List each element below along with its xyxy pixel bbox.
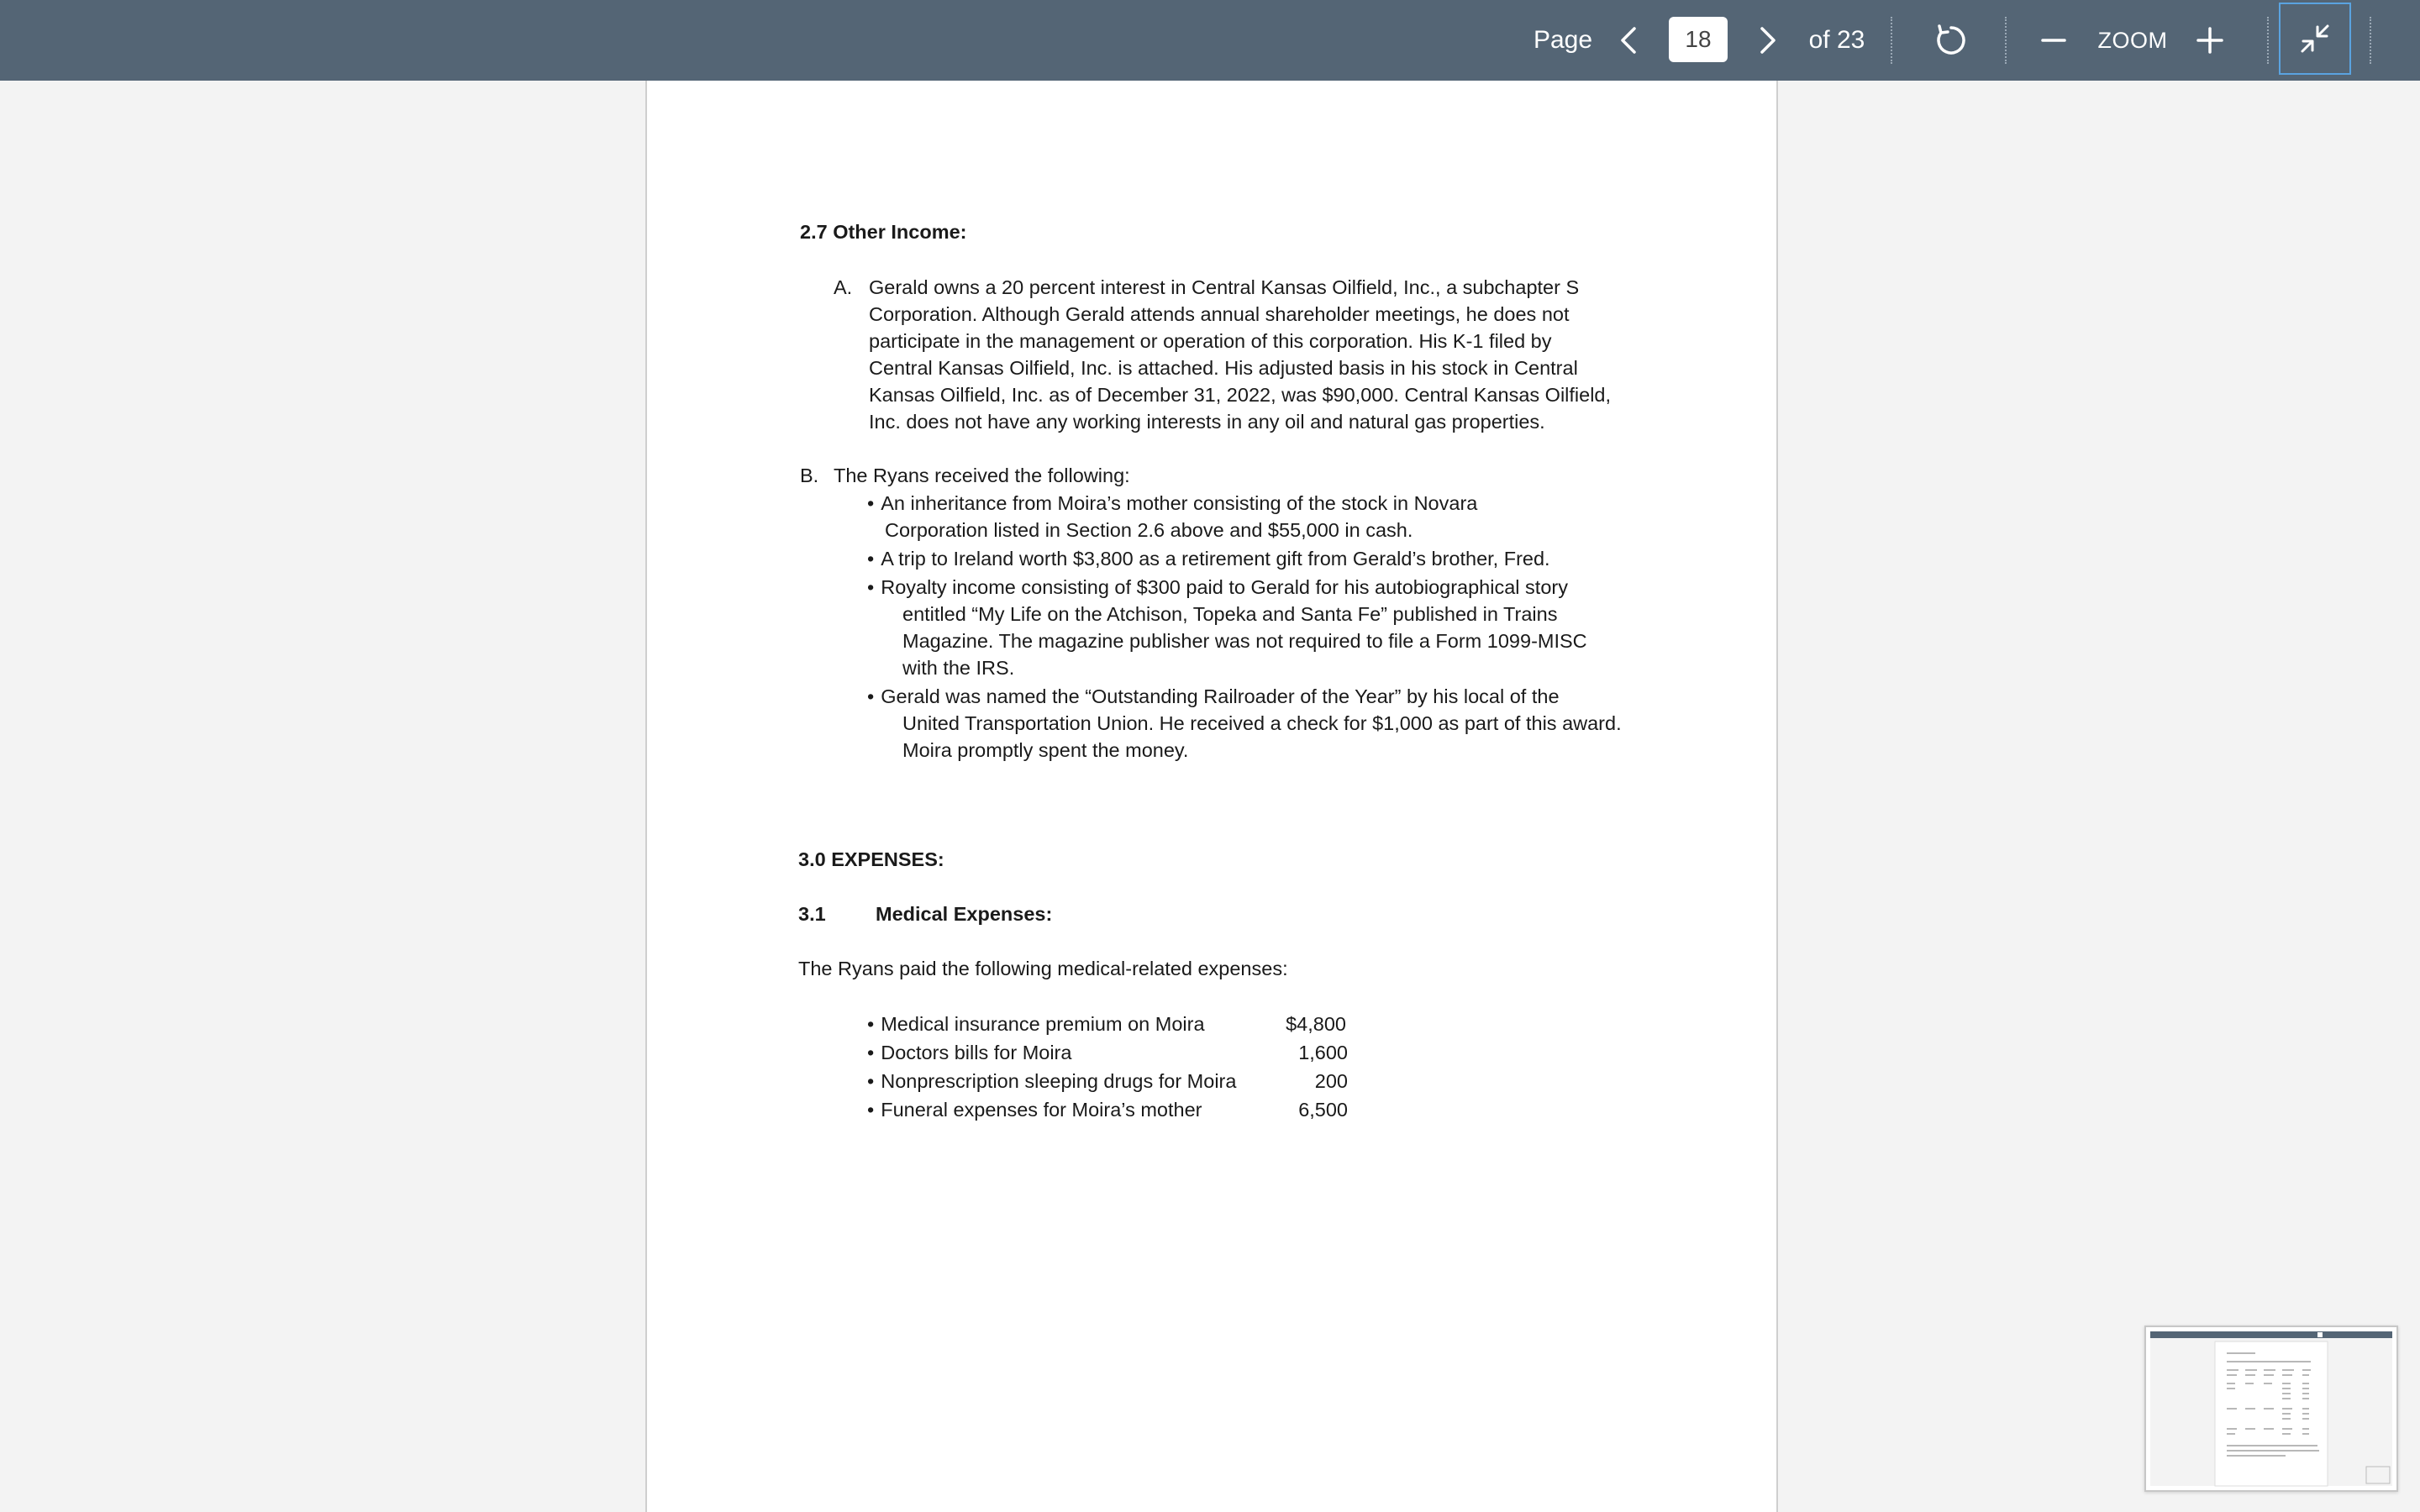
list-item-continuation: entitled “My Life on the Atchison, Topeka and Santa Fe” published in Trains (902, 603, 1558, 625)
section-3-0-heading: 3.0 EXPENSES: (798, 848, 944, 870)
list-item: • Gerald was named the “Outstanding Railroader of the Year” by his local of the (867, 683, 1560, 710)
list-item-continuation: Corporation listed in Section 2.6 above and $55,000 in cash. (885, 519, 1413, 541)
expense-label: • Funeral expenses for Moira’s mother (867, 1096, 1202, 1123)
next-page-button[interactable] (1746, 0, 1790, 81)
toolbar-divider (2267, 17, 2269, 64)
prev-page-button[interactable] (1607, 0, 1650, 81)
expense-label: • Doctors bills for Moira (867, 1039, 1071, 1066)
expense-label: • Nonprescription sleeping drugs for Moira (867, 1068, 1236, 1095)
fit-to-window-button[interactable] (2279, 3, 2351, 75)
expense-amount: 6,500 (1298, 1099, 1348, 1121)
reset-view-button[interactable] (1926, 0, 1976, 81)
list-item-continuation: United Transportation Union. He received a check for $1,000 as part of this award. (902, 712, 1622, 734)
page-number-input[interactable] (1669, 17, 1728, 62)
list-item: • An inheritance from Moira’s mother consisting of the stock in Novara (867, 490, 1477, 517)
chevron-left-icon (1619, 26, 1638, 55)
item-b-marker: B. (800, 465, 819, 486)
list-item-continuation: with the IRS. (902, 657, 1015, 679)
expense-amount: $4,800 (1286, 1013, 1346, 1035)
expenses-intro: The Ryans paid the following medical-related expenses: (798, 958, 1288, 979)
page-thumbnail-navigator[interactable] (2144, 1326, 2398, 1492)
list-item-continuation: Magazine. The magazine publisher was not required to file a Form 1099-MISC (902, 630, 1587, 652)
thumbnail-preview (2146, 1327, 2396, 1490)
plus-icon (2196, 27, 2223, 54)
item-a-line: Kansas Oilfield, Inc. as of December 31, 2022, was $90,000. Central Kansas Oilfield, (869, 384, 1612, 406)
zoom-out-button[interactable] (2032, 0, 2075, 81)
collapse-icon (2298, 22, 2332, 55)
item-a-line: Inc. does not have any working interests in any oil and natural gas properties. (869, 411, 1545, 433)
toolbar-divider (2005, 17, 2007, 64)
list-item: • A trip to Ireland worth $3,800 as a retirement gift from Gerald’s brother, Fred. (867, 545, 1550, 572)
section-3-1-number: 3.1 (798, 903, 826, 925)
section-3-1-title: Medical Expenses: (876, 903, 1053, 925)
viewer-toolbar (0, 0, 2420, 81)
minus-icon (2041, 28, 2066, 53)
expense-label: • Medical insurance premium on Moira (867, 1011, 1205, 1037)
total-pages-label: of 23 (1808, 26, 1865, 54)
toolbar-divider (2370, 17, 2371, 64)
item-a-line: Gerald owns a 20 percent interest in Central Kansas Oilfield, Inc., a subchapter S (869, 276, 1580, 298)
zoom-label: ZOOM (2097, 27, 2168, 53)
expense-amount: 1,600 (1298, 1042, 1348, 1063)
item-b-intro: The Ryans received the following: (834, 465, 1130, 486)
section-2-7-heading: 2.7 Other Income: (800, 221, 967, 243)
toolbar-divider (1891, 17, 1892, 64)
document-page (645, 81, 1778, 1512)
item-a-marker: A. (834, 276, 853, 298)
chevron-right-icon (1759, 26, 1777, 55)
expense-amount: 200 (1314, 1070, 1348, 1092)
rotate-icon (1933, 23, 1969, 58)
item-a-line: participate in the management or operation of this corporation. His K-1 filed by (869, 330, 1552, 352)
list-item: • Royalty income consisting of $300 paid to Gerald for his autobiographical story (867, 574, 1568, 601)
item-a-line: Central Kansas Oilfield, Inc. is attached. His adjusted basis in his stock in Central (869, 357, 1578, 379)
zoom-in-button[interactable] (2188, 0, 2232, 81)
list-item-continuation: Moira promptly spent the money. (902, 739, 1189, 761)
page-label: Page (1533, 26, 1593, 54)
item-a-line: Corporation. Although Gerald attends annual shareholder meetings, he does not (869, 303, 1570, 325)
